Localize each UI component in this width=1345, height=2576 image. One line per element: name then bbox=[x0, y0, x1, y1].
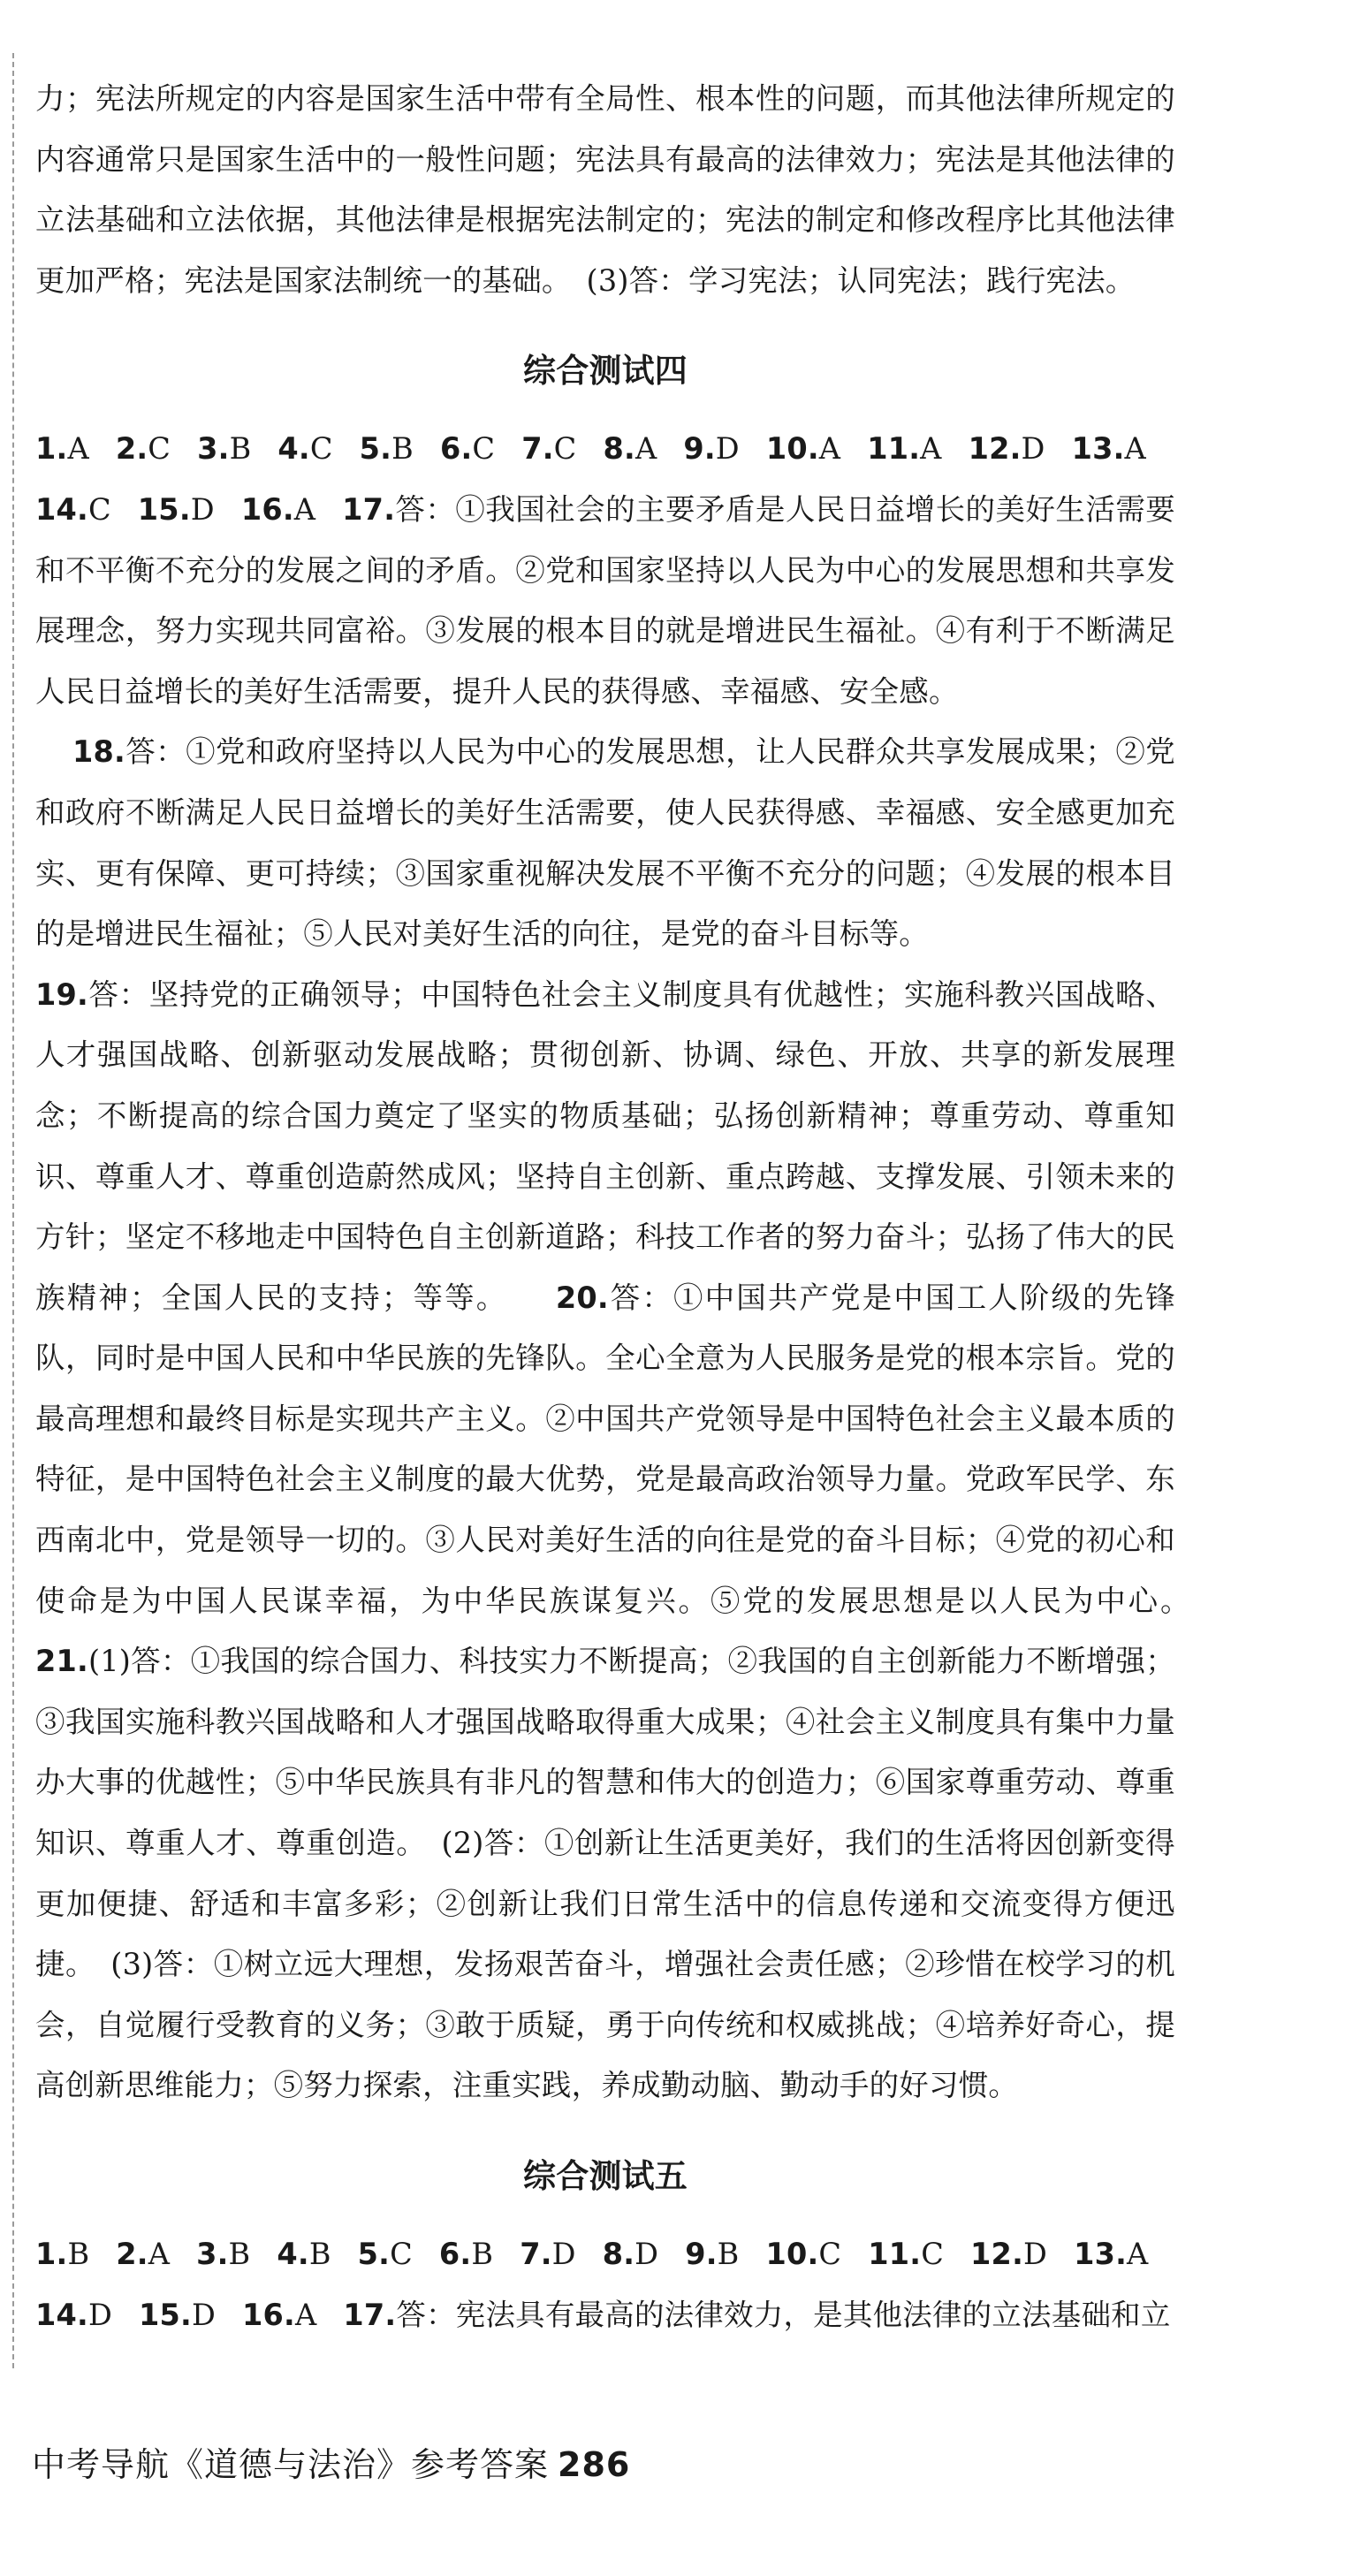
answer-item: 16.A bbox=[242, 2297, 317, 2332]
answer-item: 13.A bbox=[1071, 431, 1146, 467]
question-number-20: 20. bbox=[555, 1280, 609, 1315]
answer-item: 9.B bbox=[685, 2237, 740, 2271]
answer-item: 9.D bbox=[683, 431, 740, 467]
answer-item: 4.C bbox=[277, 431, 333, 467]
answer-item: 2.A bbox=[116, 2237, 171, 2271]
answers-test-5-row-2 bbox=[35, 2285, 1175, 2346]
answer-item: 6.C bbox=[439, 431, 496, 467]
answer-block-19-21 bbox=[35, 965, 1175, 2116]
binding-edge bbox=[12, 53, 14, 2368]
answer-item: 12.D bbox=[970, 2237, 1048, 2271]
answer-item: 11.A bbox=[867, 431, 942, 467]
answer-text-17: 答：①我国社会的主要矛盾是人民日益增长的美好生活需要和不平衡不充分的发展之间的矛盾。②党和国家坚持以人民为中心的发展思想和共享发展理念，努力实现共同富裕。③发展的根本目的就是增进民生福祉。④有利于不断满足人民日益增长的美好生活需要，提升人民的获得感、幸福感、安全感。 bbox=[35, 491, 1175, 709]
answer-item: 10.A bbox=[765, 431, 841, 467]
answer-item: 14.D bbox=[35, 2297, 113, 2332]
answer-item: 1.B bbox=[35, 2237, 90, 2271]
question-number-19: 19. bbox=[35, 976, 88, 1012]
answer-text-21: (1)答：①我国的综合国力、科技实力不断提高；②我国的自主创新能力不断增强；③我国实施科教兴国战略和人才强国战略取得重大成果；④社会主义制度具有集中力量办大事的优越性；⑤中华民族具有非凡的智慧和伟大的创造力；⑥国家尊重劳动、尊重知识、尊重人才、尊重创造。 (2)答：①创新让生活更美好，我们的生活将因创新变得更加便捷、舒适和丰富多彩；②创新让我们日常生活中的信息传递和交流变得方便迅捷。 (3)答：①树立远大理想，发扬艰苦奋斗，增强社会责任感；②珍惜在校学习的机会，自觉履行受教育的义务；③敢于质疑，勇于向传统和权威挑战；④培养好奇心，提高创新思维能力；⑤努力探索，注重实践，养成勤动脑、勤动手的好习惯。 bbox=[35, 1644, 1175, 2103]
answer-item: 14.C bbox=[35, 491, 111, 527]
answer-item: 12.D bbox=[968, 431, 1045, 467]
answer-item: 8.A bbox=[603, 431, 657, 467]
answer-item: 5.C bbox=[357, 2237, 413, 2271]
choice-answers-test-5-row-1 bbox=[35, 2224, 1175, 2285]
answer-item: 11.C bbox=[868, 2237, 945, 2271]
answer-item: 10.C bbox=[765, 2237, 842, 2271]
section-title-test-4: 综合测试四 bbox=[523, 352, 688, 391]
answer-item: 15.D bbox=[137, 491, 215, 527]
answer-text-17: 答：宪法具有最高的法律效力，是其他法律的立法基础和立 bbox=[396, 2297, 1171, 2332]
page-number: 286 bbox=[558, 2445, 631, 2484]
answer-block-18 bbox=[35, 722, 1175, 964]
answer-item: 15.D bbox=[139, 2297, 217, 2332]
answer-item: 3.B bbox=[197, 431, 252, 467]
answer-text-19: 答：坚持党的正确领导；中国特色社会主义制度具有优越性；实施科教兴国战略、人才强国战略、创新驱动发展战略；贯彻创新、协调、绿色、开放、共享的新发展理念；不断提高的综合国力奠定了坚实的物质基础；弘扬创新精神；尊重劳动、尊重知识、尊重人才、尊重创造蔚然成风；坚持自主创新、重点跨越、支撑发展、引领未来的方针；坚定不移地走中国特色自主创新道路；科技工作者的努力奋斗；弘扬了伟大的民族精神；全国人民的支持；等等。 bbox=[35, 976, 1175, 1315]
answer-item: 8.D bbox=[602, 2237, 659, 2271]
answer-item: 6.B bbox=[438, 2237, 494, 2271]
continued-answer: 力；宪法所规定的内容是国家生活中带有全局性、根本性的问题，而其他法律所规定的内容通常只是国家生活中的一般性问题；宪法具有最高的法律效力；宪法是其他法律的立法基础和立法依据，其他法律是根据宪法制定的；宪法的制定和修改程序比其他法律更加严格；宪法是国家法制统一的基础。 (3)答：学习宪法；认同宪法；践行宪法。 bbox=[35, 81, 1175, 298]
answer-text-20: 答：①中国共产党是中国工人阶级的先锋队，同时是中国人民和中华民族的先锋队。全心全意为人民服务是党的根本宗旨。党的最高理想和最终目标是实现共产主义。②中国共产党领导是中国特色社会主义最本质的特征，是中国特色社会主义制度的最大优势，党是最高政治领导力量。党政军民学、东西南北中，党是领导一切的。③人民对美好生活的向往是党的奋斗目标；④党的初心和使命是为中国人民谋幸福，为中华民族谋复兴。⑤党的发展思想是以人民为中心。 bbox=[35, 1280, 1175, 1618]
question-number-17: 17. bbox=[343, 2297, 397, 2332]
answer-item: 5.B bbox=[359, 431, 414, 467]
answer-page bbox=[35, 69, 1175, 2345]
page-footer bbox=[32, 2437, 630, 2486]
answer-item: 16.A bbox=[240, 491, 316, 527]
answer-item: 1.A bbox=[35, 431, 89, 467]
question-number-21: 21. bbox=[35, 1644, 88, 1679]
question-number-18: 18. bbox=[72, 734, 125, 770]
answer-item: 4.B bbox=[277, 2237, 331, 2271]
question-number-17: 17. bbox=[342, 491, 396, 527]
answer-item: 7.D bbox=[520, 2237, 576, 2271]
answers-test-4-row-2 bbox=[35, 480, 1175, 722]
answer-item: 3.B bbox=[196, 2237, 251, 2271]
choice-answers-test-4-row-1 bbox=[35, 419, 1175, 480]
answer-item: 2.C bbox=[115, 431, 171, 467]
answer-item: 13.A bbox=[1074, 2237, 1149, 2271]
answer-item: 7.C bbox=[521, 431, 577, 467]
answer-text-18: 答：①党和政府坚持以人民为中心的发展思想，让人民群众共享发展成果；②党和政府不断满足人民日益增长的美好生活需要，使人民获得感、幸福感、安全感更加充实、更有保障、更可持续；③国家重视解决发展不平衡不充分的问题；④发展的根本目的是增进民生福祉；⑤人民对美好生活的向往，是党的奋斗目标等。 bbox=[35, 734, 1175, 952]
footer-title: 中考导航《道德与法治》参考答案 bbox=[32, 2445, 550, 2484]
section-title-test-5: 综合测试五 bbox=[523, 2157, 688, 2195]
